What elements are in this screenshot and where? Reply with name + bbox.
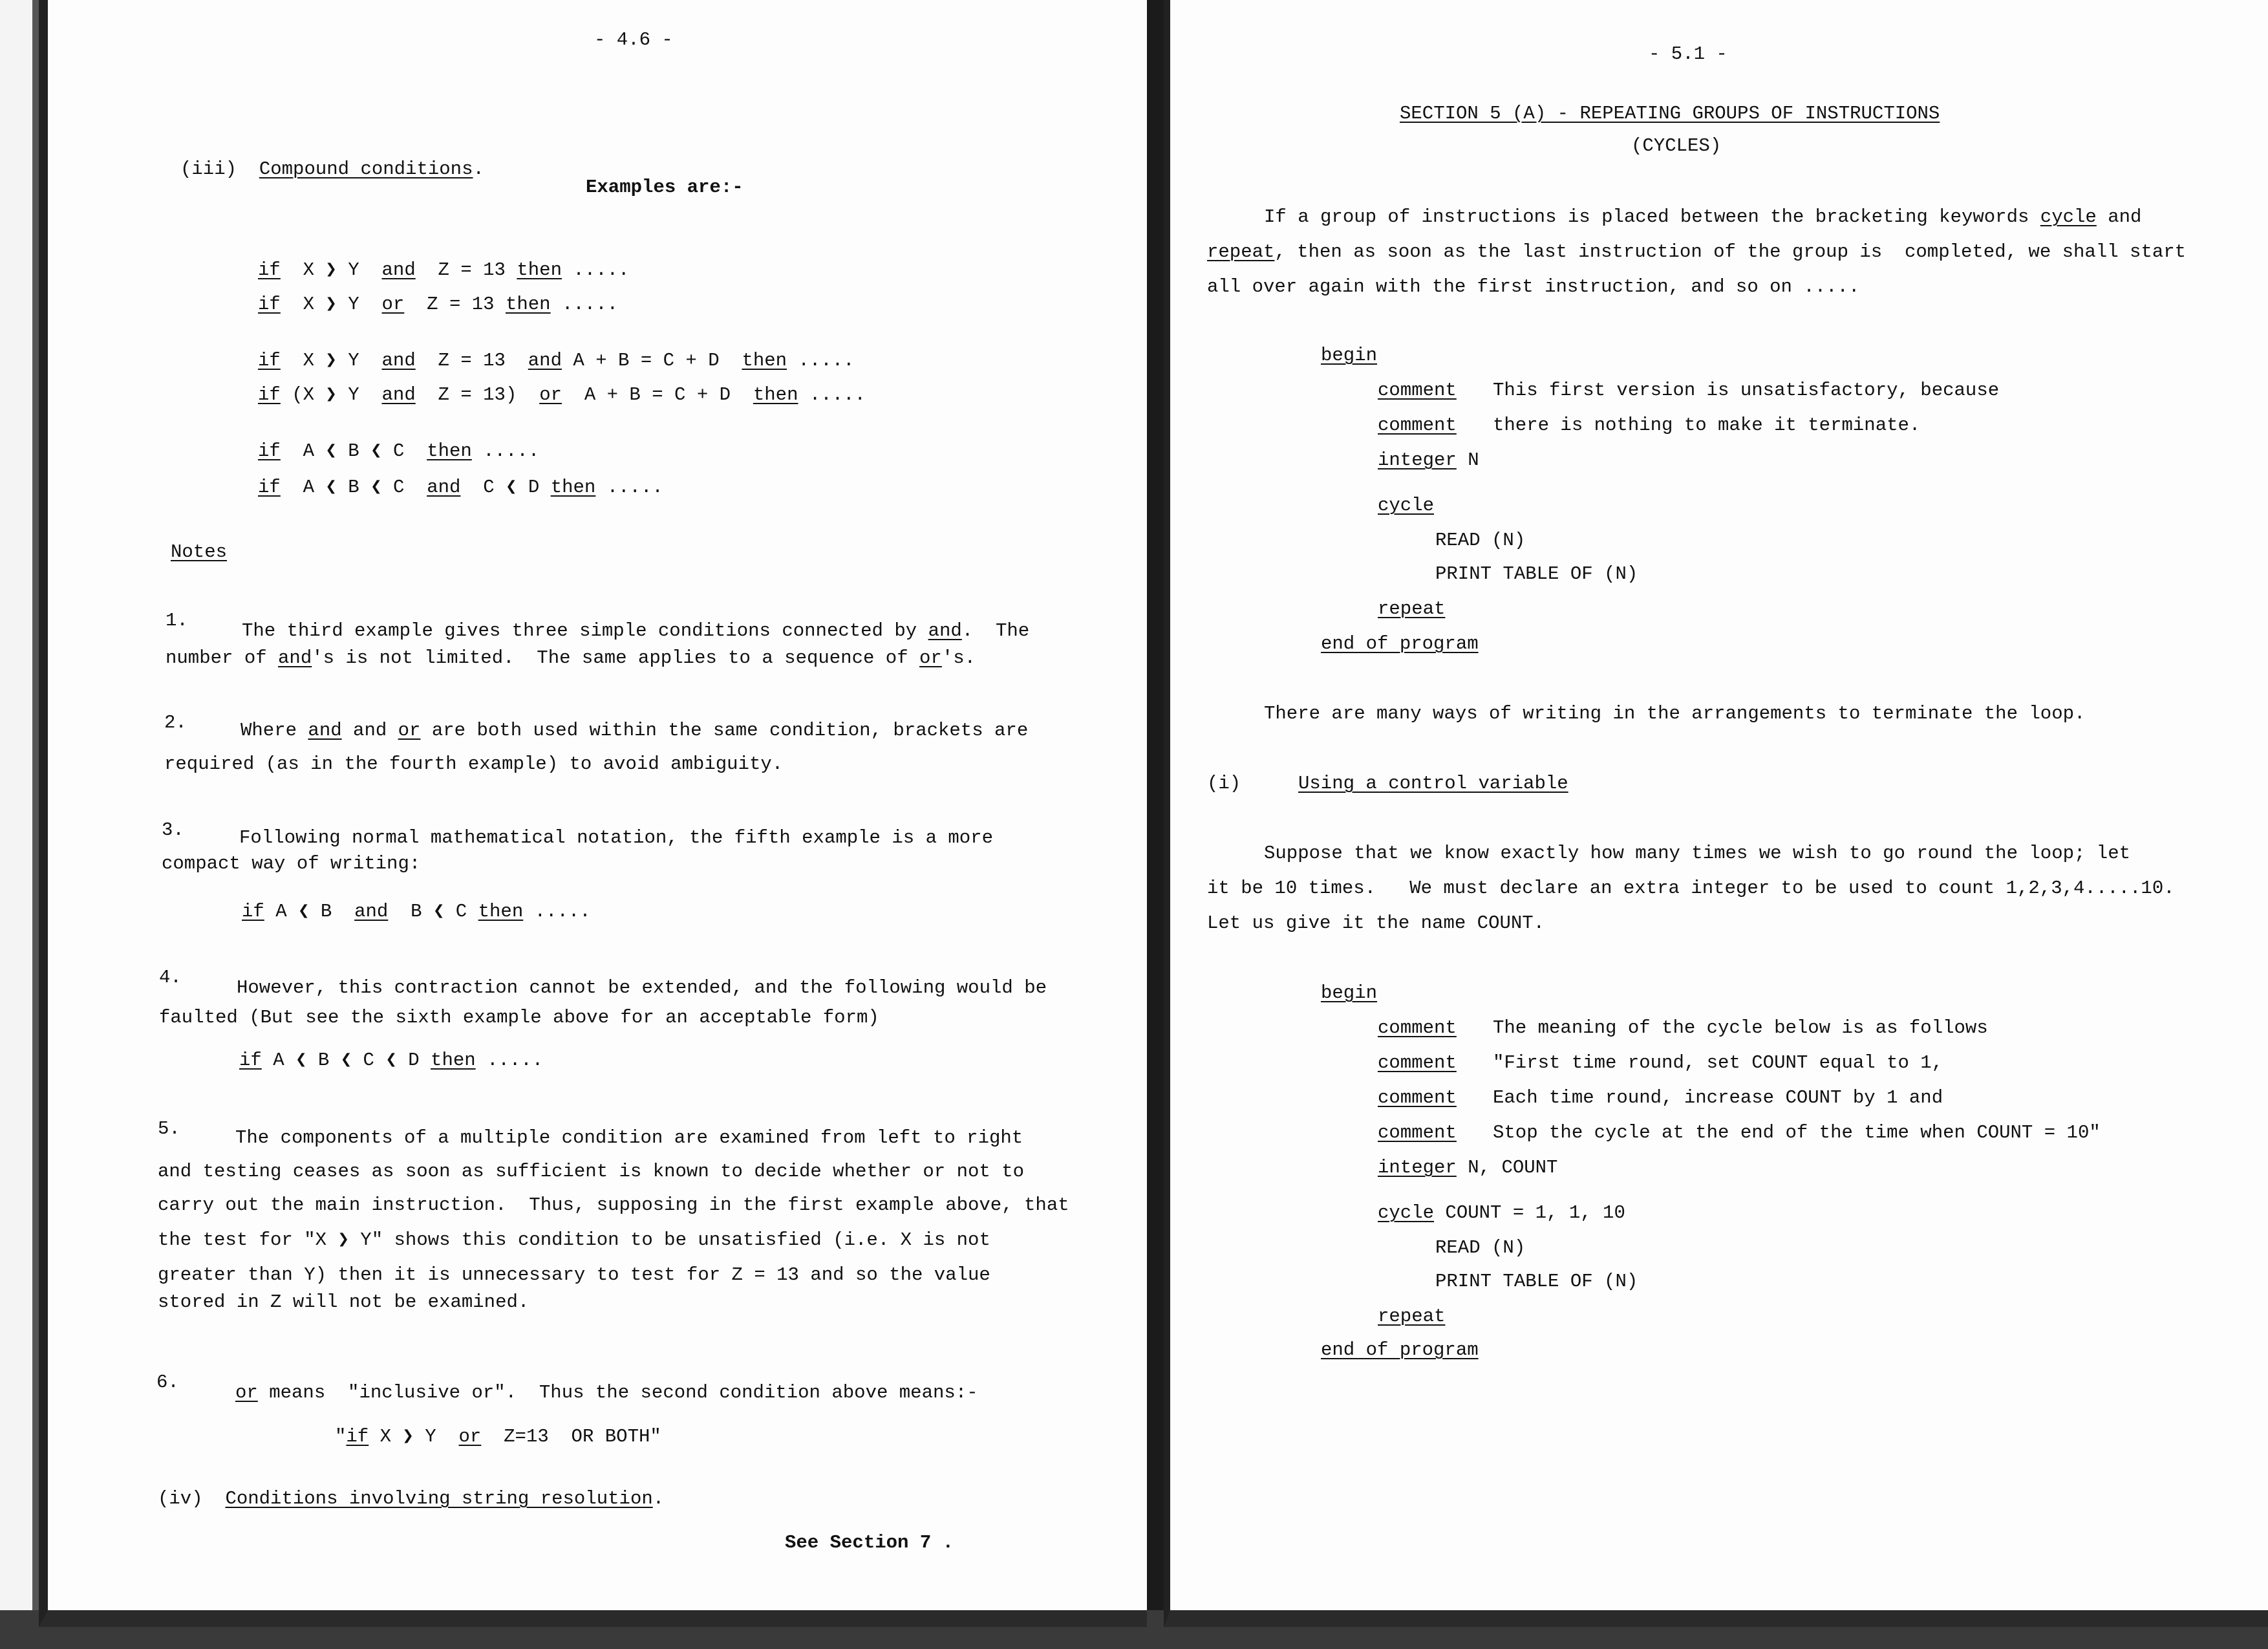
declaration [1378, 449, 1479, 472]
expr: A ❮ B ❮ C [303, 440, 405, 462]
kw-then: then [517, 259, 562, 281]
intro-line-2 [1207, 241, 2186, 264]
heading-iv [158, 1487, 664, 1511]
text: number of [166, 647, 279, 669]
kw-and: and [427, 477, 461, 498]
kw-and: and [528, 350, 562, 371]
example-2 [258, 293, 618, 316]
example-1 [258, 259, 629, 282]
kw-repeat: repeat [1378, 1306, 1446, 1327]
heading-period: . [473, 158, 484, 180]
expr: A ❮ B [275, 901, 332, 922]
expr: X ❯ Y [303, 294, 359, 315]
expr: A ❮ B ❮ C ❮ D [273, 1050, 420, 1071]
text: COUNT = 1, 1, 10 [1434, 1202, 1625, 1223]
example-4 [258, 383, 866, 407]
kw-comment: comment [1378, 1017, 1457, 1039]
kw-then: then [742, 350, 787, 371]
kw-and: and [381, 350, 416, 371]
ellipsis: ..... [562, 294, 619, 315]
text: and [341, 720, 398, 741]
comment-text: there is nothing to make it terminate. [1493, 415, 1921, 436]
kw-begin: begin [1321, 982, 1378, 1004]
kw-cycle: cycle [2040, 206, 2097, 228]
note-2-line-1 [241, 719, 1028, 742]
note-2-number: 2. [164, 712, 187, 733]
kw-and: and [308, 720, 342, 741]
text: , then as soon as the last instruction of the group is completed, we shall start [1274, 241, 2187, 263]
note-3-number: 3. [162, 819, 184, 841]
expr: A + B = C + D [584, 384, 731, 405]
expr: X ❯ Y [369, 1426, 448, 1447]
comment-text: The meaning of the cycle below is as follows [1493, 1017, 1988, 1039]
expr: X ❯ Y [303, 350, 359, 371]
kw-integer: integer [1378, 1157, 1457, 1178]
kw-or: or [458, 1426, 482, 1447]
kw-end-of-program: end of program [1321, 1339, 1479, 1361]
cycle-statement [1378, 1202, 1625, 1225]
intro-line-1 [1264, 206, 2141, 229]
note-4-number: 4. [159, 967, 182, 988]
kw-end-of-program: end of program [1321, 633, 1479, 654]
kw-or: or [919, 647, 942, 669]
ellipsis: ..... [487, 1050, 544, 1071]
heading-number: (iii) [180, 158, 237, 180]
comment-text: This first version is unsatisfactory, because [1493, 380, 2000, 401]
ellipsis: ..... [534, 901, 591, 922]
declaration [1378, 1156, 1557, 1180]
paragraph-3-line-1: Suppose that we know exactly how many times we wish to go round the loop; let [1264, 843, 2131, 864]
note-5-line-3: carry out the main instruction. Thus, supposing in the first example above, that [158, 1194, 1069, 1216]
kw-or: or [381, 294, 405, 315]
kw-comment: comment [1378, 1052, 1457, 1073]
note-1-line-2 [166, 647, 976, 670]
kw-repeat: repeat [1207, 241, 1275, 263]
text: If a group of instructions is placed between the bracketing keywords [1264, 206, 2040, 228]
ellipsis: ..... [809, 384, 866, 405]
kw-if: if [346, 1426, 369, 1447]
statement: READ (N) [1435, 1237, 1526, 1258]
note-5-line-4: the test for "X ❯ Y" shows this condition to be unsatisfied (i.e. X is not [158, 1229, 990, 1251]
note-5-line-6: stored in Z will not be examined. [158, 1291, 530, 1313]
expr: Z = 13 [427, 294, 495, 315]
note-4-line-1: However, this contraction cannot be extended, and the following would be [237, 977, 1047, 998]
example-3 [258, 349, 855, 372]
note-5-line-2: and testing ceases as soon as sufficient is known to decide whether or not to [158, 1161, 1025, 1182]
paragraph-3-line-3: Let us give it the name COUNT. [1207, 912, 1545, 934]
comment-text: Stop the cycle at the end of the time when COUNT = 10" [1493, 1122, 2101, 1143]
book-edge [0, 0, 39, 1649]
note-5-line-1: The components of a multiple condition are examined from left to right [235, 1127, 1023, 1148]
kw-and: and [354, 901, 389, 922]
example-6 [258, 476, 663, 499]
text: and [2096, 206, 2142, 228]
note-3-line-2: compact way of writing: [162, 853, 421, 874]
text: means "inclusive or". Thus the second condition above means:- [257, 1382, 978, 1403]
kw-begin: begin [1321, 345, 1378, 366]
kw-and: and [381, 259, 416, 281]
kw-and: and [278, 647, 312, 669]
kw-if: if [258, 350, 281, 371]
statement: PRINT TABLE OF (N) [1435, 563, 1638, 585]
expr: Z = 13) [438, 384, 517, 405]
expr: X ❯ Y [303, 259, 359, 281]
kw-if: if [258, 477, 281, 498]
subsection-number: (i) [1207, 773, 1241, 794]
kw-comment: comment [1378, 380, 1457, 401]
kw-comment: comment [1378, 1087, 1457, 1108]
kw-then: then [427, 440, 472, 462]
kw-if: if [258, 294, 281, 315]
left-page [39, 0, 1147, 1627]
statement: READ (N) [1435, 530, 1526, 551]
examples-label: Examples are:- [586, 177, 744, 198]
kw-and: and [381, 384, 416, 405]
text: N [1456, 449, 1479, 471]
page-number: - 4.6 - [594, 29, 673, 50]
note-3-line-1: Following normal mathematical notation, the fifth example is a more [239, 827, 993, 848]
notes-heading: Notes [171, 541, 228, 563]
ellipsis: ..... [798, 350, 855, 371]
kw-cycle: cycle [1378, 495, 1435, 516]
note-5-number: 5. [158, 1118, 180, 1139]
text: . The [961, 620, 1030, 641]
kw-then: then [431, 1050, 476, 1071]
expr: B ❮ C [411, 901, 467, 922]
comment-text: Each time round, increase COUNT by 1 and [1493, 1087, 1943, 1108]
example-5 [258, 440, 539, 463]
note-4-line-2: faulted (But see the sixth example above for an acceptable form) [159, 1007, 879, 1028]
heading-period: . [652, 1488, 665, 1509]
expr: Z = 13 [438, 259, 506, 281]
kw-then: then [478, 901, 524, 922]
kw-integer: integer [1378, 449, 1457, 471]
kw-repeat: repeat [1378, 598, 1446, 620]
expr: A + B = C + D [573, 350, 720, 371]
note-4-example [239, 1049, 543, 1072]
kw-comment: comment [1378, 415, 1457, 436]
expr: C ❮ D [483, 477, 540, 498]
note-6-number: 6. [156, 1372, 179, 1393]
note-6-line-1 [235, 1381, 978, 1405]
section-subtitle: (CYCLES) [1631, 135, 1722, 156]
kw-if: if [258, 384, 281, 405]
right-page [1164, 0, 2268, 1627]
kw-if: if [258, 440, 281, 462]
kw-or: or [398, 720, 421, 741]
kw-cycle: cycle [1378, 1202, 1435, 1223]
note-1-line-1 [242, 620, 1029, 643]
expr: (X ❯ Y [292, 384, 359, 405]
heading-number: (iv) [158, 1488, 203, 1509]
see-section-note: See Section 7 . [785, 1532, 954, 1553]
heading-title: Compound conditions [259, 158, 473, 180]
heading-title: Conditions involving string resolution [225, 1488, 653, 1509]
expr: Z = 13 [438, 350, 506, 371]
note-3-example [242, 900, 591, 923]
intro-line-3: all over again with the first instruction, and so on ..... [1207, 276, 1860, 297]
kw-if: if [258, 259, 281, 281]
kw-or: or [235, 1382, 258, 1403]
kw-and: and [928, 620, 962, 641]
note-5-line-5: greater than Y) then it is unnecessary to test for Z = 13 and so the value [158, 1264, 990, 1286]
text: Where [241, 720, 308, 741]
note-6-example [335, 1425, 661, 1449]
paragraph-3-line-2: it be 10 times. We must declare an extra integer to be used to count 1,2,3,4.....10. [1207, 878, 2175, 899]
statement: PRINT TABLE OF (N) [1435, 1271, 1638, 1292]
text: 's is not limited. The same applies to a sequence of [312, 647, 920, 669]
note-1-number: 1. [166, 610, 188, 631]
heading-iii [180, 158, 484, 181]
kw-then: then [505, 294, 551, 315]
text: The third example gives three simple conditions connected by [242, 620, 928, 641]
comment-text: "First time round, set COUNT equal to 1, [1493, 1052, 1943, 1073]
kw-then: then [753, 384, 798, 405]
kw-or: or [539, 384, 562, 405]
expr: Z=13 OR BOTH" [492, 1426, 661, 1447]
paragraph-2: There are many ways of writing in the arrangements to terminate the loop. [1264, 703, 2086, 724]
quote: " [335, 1426, 347, 1447]
text: 's. [941, 647, 976, 669]
ellipsis: ..... [606, 477, 663, 498]
kw-then: then [550, 477, 596, 498]
ellipsis: ..... [573, 259, 630, 281]
expr: A ❮ B ❮ C [303, 477, 405, 498]
ellipsis: ..... [483, 440, 540, 462]
kw-comment: comment [1378, 1122, 1457, 1143]
section-title: SECTION 5 (A) - REPEATING GROUPS OF INSTRUCTIONS [1400, 103, 1940, 124]
note-2-line-2: required (as in the fourth example) to avoid ambiguity. [164, 753, 784, 775]
page-number: - 5.1 - [1649, 43, 1728, 65]
subsection-title: Using a control variable [1298, 773, 1568, 794]
text: are both used within the same condition, brackets are [420, 720, 1029, 741]
kw-if: if [239, 1050, 262, 1071]
kw-if: if [242, 901, 264, 922]
text: N, COUNT [1456, 1157, 1558, 1178]
